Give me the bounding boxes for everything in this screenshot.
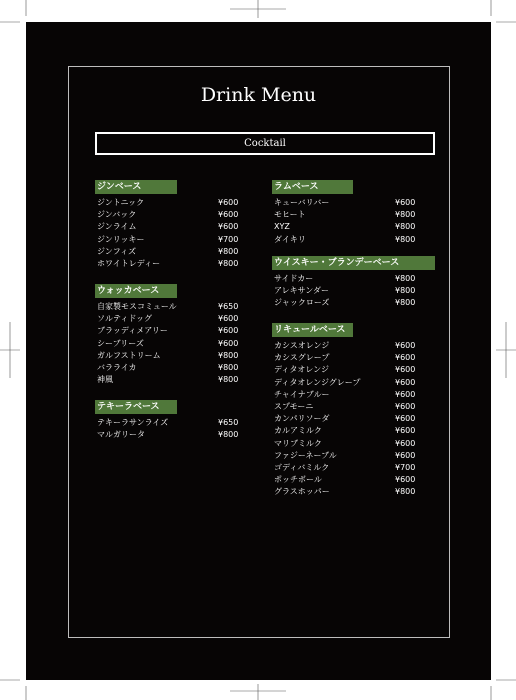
item-name: ジンリッキー — [97, 234, 145, 244]
menu-item — [272, 340, 416, 352]
menu-item — [272, 197, 416, 209]
item-price: ¥650 — [218, 302, 239, 311]
item-name: ソルティドッグ — [97, 314, 153, 324]
menu-item — [272, 450, 416, 462]
menu-item — [272, 297, 435, 309]
item-name: グラスホッパー — [274, 487, 330, 497]
item-name: スプモーニ — [274, 401, 314, 411]
item-name: カシスグレープ — [274, 353, 330, 363]
item-name: ジャックローズ — [274, 298, 330, 308]
item-name: シーブリーズ — [97, 338, 144, 348]
item-name: ディタオレンジグレープ — [274, 377, 361, 387]
item-name: カシスオレンジ — [274, 341, 330, 350]
item-name: カンパリソーダ — [274, 414, 330, 424]
menu-items — [95, 301, 239, 386]
menu-items — [272, 273, 435, 310]
item-name: ジンライム — [97, 222, 137, 232]
menu-item — [95, 246, 239, 258]
menu-item — [272, 209, 416, 221]
item-price: ¥800 — [395, 222, 416, 232]
item-name: モヒート — [274, 210, 306, 220]
item-price: ¥600 — [218, 314, 239, 324]
menu-item — [95, 338, 239, 350]
item-name: マルガリータ — [97, 430, 145, 440]
item-name: ポッチボール — [274, 475, 322, 485]
section-vodka — [95, 284, 239, 386]
menu-item — [95, 350, 239, 362]
item-price: ¥800 — [218, 362, 239, 372]
menu-items — [272, 340, 416, 498]
category-banner: Cocktail — [95, 132, 435, 155]
section-heading: ウイスキー・ブランデーベース — [272, 256, 435, 270]
item-price: ¥600 — [395, 389, 416, 399]
item-name: チャイナブルー — [274, 389, 330, 399]
menu-item — [95, 221, 239, 233]
item-name: 神風 — [97, 375, 113, 385]
menu-page — [26, 22, 491, 680]
item-price: ¥700 — [395, 462, 416, 472]
section-heading: ラムベース — [272, 180, 353, 194]
item-name: ファジーネーブル — [274, 450, 337, 460]
menu-item — [95, 197, 239, 209]
section-heading: ジンベース — [95, 180, 177, 194]
menu-item — [272, 389, 416, 401]
section-liqueur — [272, 323, 416, 498]
item-price: ¥800 — [395, 298, 416, 308]
item-name: アレキサンダー — [274, 286, 329, 296]
item-price: ¥800 — [395, 286, 416, 296]
menu-item — [95, 313, 239, 325]
item-price: ¥600 — [395, 426, 416, 436]
item-price: ¥600 — [218, 210, 239, 220]
item-name: テキーラサンライズ — [97, 418, 169, 427]
menu-item — [95, 362, 239, 374]
item-name: ホワイトレディー — [97, 258, 161, 268]
item-price: ¥600 — [218, 222, 239, 232]
item-price: ¥600 — [218, 326, 239, 336]
menu-item — [272, 438, 416, 450]
section-heading: テキーラベース — [95, 400, 177, 414]
item-price: ¥600 — [395, 377, 416, 387]
menu-item — [272, 486, 416, 498]
item-name: ブラッディメアリー — [97, 326, 168, 336]
item-price: ¥600 — [395, 341, 416, 350]
menu-items — [272, 197, 416, 246]
item-name: XYZ — [274, 222, 290, 232]
menu-item — [272, 474, 416, 486]
item-price: ¥600 — [395, 353, 416, 363]
section-gin — [95, 180, 239, 270]
menu-title: Drink Menu — [200, 84, 317, 106]
item-name: 自家製モスコミュール — [97, 302, 177, 311]
item-name: ジントニック — [97, 198, 145, 207]
menu-item — [272, 352, 416, 364]
menu-item — [95, 301, 239, 313]
item-price: ¥600 — [218, 198, 239, 207]
item-price: ¥800 — [395, 274, 416, 283]
item-price: ¥800 — [218, 430, 239, 440]
item-price: ¥800 — [218, 258, 239, 268]
menu-item — [272, 221, 416, 233]
item-price: ¥800 — [395, 210, 416, 220]
menu-item — [95, 374, 239, 386]
item-name: ガルフストリーム — [97, 350, 161, 360]
menu-item — [272, 364, 416, 376]
menu-item — [95, 234, 239, 246]
item-name: ジンフィズ — [97, 246, 137, 256]
section-rum — [272, 180, 416, 246]
item-name: ジンバック — [97, 210, 137, 220]
item-price: ¥600 — [395, 414, 416, 424]
menu-item — [272, 413, 416, 425]
section-tequila — [95, 400, 239, 441]
item-price: ¥600 — [395, 401, 416, 411]
item-price: ¥800 — [218, 375, 239, 385]
item-price: ¥600 — [395, 438, 416, 448]
menu-item — [272, 377, 416, 389]
menu-item — [272, 273, 435, 285]
menu-items — [95, 197, 239, 270]
item-name: カルアミルク — [274, 426, 322, 436]
item-price: ¥600 — [218, 338, 239, 348]
menu-item — [95, 417, 239, 429]
menu-items — [95, 417, 239, 441]
item-price: ¥650 — [218, 418, 239, 427]
item-price: ¥700 — [218, 234, 239, 244]
item-price: ¥800 — [395, 234, 416, 244]
item-price: ¥600 — [395, 475, 416, 485]
item-name: サイドカー — [274, 274, 314, 283]
item-name: マリブミルク — [274, 438, 322, 448]
item-price: ¥800 — [395, 487, 416, 497]
item-price: ¥600 — [395, 450, 416, 460]
item-price: ¥800 — [218, 350, 239, 360]
menu-item — [95, 258, 239, 270]
item-name: ダイキリ — [274, 234, 306, 244]
item-price: ¥600 — [395, 198, 416, 207]
section-heading: リキュールベース — [272, 323, 353, 337]
item-price: ¥600 — [395, 365, 416, 375]
menu-item — [272, 425, 416, 437]
menu-item — [272, 401, 416, 413]
menu-item — [95, 429, 239, 441]
menu-item — [272, 462, 416, 474]
section-heading: ウォッカベース — [95, 284, 177, 298]
menu-item — [272, 234, 416, 246]
item-price: ¥800 — [218, 246, 239, 256]
item-name: ディタオレンジ — [274, 365, 329, 375]
menu-item — [95, 325, 239, 337]
section-whisky-brandy — [272, 256, 435, 310]
menu-item — [95, 209, 239, 221]
item-name: キューバリバー — [274, 198, 330, 207]
menu-item — [272, 285, 435, 297]
item-name: ゴディバミルク — [274, 462, 330, 472]
item-name: バラライカ — [97, 362, 137, 372]
